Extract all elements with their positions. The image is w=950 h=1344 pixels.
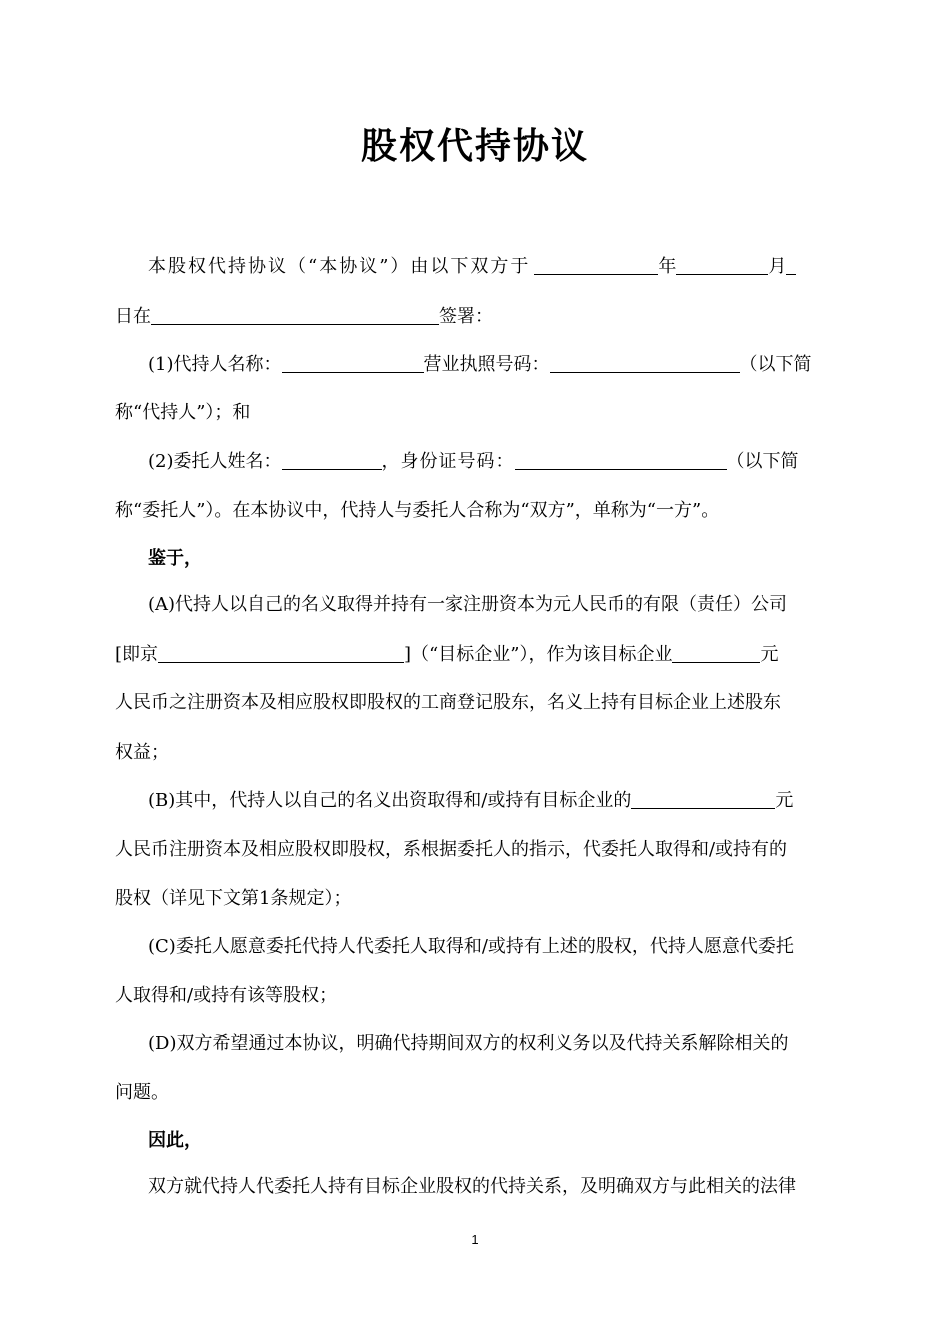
party1-text-3: （以下简: [739, 354, 812, 375]
clause-d-line-1: (D)双方希望通过本协议，明确代持期间双方的权利义务以及代持关系解除相关的: [148, 1033, 789, 1054]
id-number-blank: [515, 451, 727, 470]
closing-line-1: 双方就代持人代委托人持有目标企业股权的代持关系，及明确双方与此相关的法律: [148, 1176, 796, 1197]
clause-b-line-3: 股权（详见下文第1条规定）；: [115, 888, 352, 909]
company-name-blank: [158, 644, 404, 663]
clause-c-line-2: 人取得和/或持有该等股权；: [115, 985, 338, 1006]
party1-text-2: 营业执照号码：: [423, 354, 550, 375]
clause-b-line-1: [148, 786, 837, 816]
day-blank: [786, 256, 796, 275]
party1-line-1: [148, 350, 837, 380]
party2-text-2: ，身份证号码：: [381, 451, 515, 472]
intro-line-1: [148, 252, 837, 282]
clause-b-line-2: 人民币注册资本及相应股权即股权，系根据委托人的指示，代委托人取得和/或持有的: [115, 839, 788, 860]
principal-name-blank: [282, 451, 382, 470]
clause-a-text-2: ]（“目标企业”），作为该目标企业: [404, 644, 673, 665]
intro-text-1: 本股权代持协议（“本协议”）由以下双方于: [148, 256, 531, 277]
license-number-blank: [550, 354, 740, 373]
party1-text-1: (1)代持人名称：: [148, 354, 282, 375]
party2-text-1: (2)委托人姓名：: [148, 451, 282, 472]
party1-line-2: 称“代持人”）；和: [115, 402, 251, 423]
clause-a-line-3: 人民币之注册资本及相应股权即股权的工商登记股东，名义上持有目标企业上述股东: [115, 692, 781, 713]
intro-text-sign: 签署：: [439, 306, 493, 327]
month-blank: [676, 256, 768, 275]
clause-a-text-3: 元: [760, 644, 779, 665]
document-title: 股权代持协议: [360, 126, 589, 167]
capital-amount-blank: [672, 644, 760, 663]
held-capital-blank: [631, 790, 775, 809]
intro-line-2: [115, 302, 837, 332]
party2-line-2: 称“委托人”）。在本协议中，代持人与委托人合称为“双方”，单称为“一方”。: [115, 500, 720, 521]
whereas-heading: 鉴于，: [148, 548, 202, 569]
intro-text-month: 月: [768, 256, 787, 277]
therefore-heading: 因此，: [148, 1130, 202, 1151]
year-blank: [534, 256, 658, 275]
clause-b-text-1: (B)其中，代持人以自己的名义出资取得和/或持有目标企业的: [148, 790, 632, 811]
page-number: 1: [471, 1232, 479, 1247]
party2-text-3: （以下简: [726, 451, 799, 472]
intro-text-year: 年: [658, 256, 677, 277]
clause-b-text-2: 元: [775, 790, 794, 811]
trustee-name-blank: [282, 354, 424, 373]
clause-a-line-1: (A)代持人以自己的名义取得并持有一家注册资本为元人民币的有限（责任）公司: [148, 594, 788, 615]
clause-a-line-4: 权益；: [115, 742, 169, 763]
clause-d-line-2: 问题。: [115, 1082, 169, 1103]
clause-c-line-1: (C)委托人愿意委托代持人代委托人取得和/或持有上述的股权，代持人愿意代委托: [148, 936, 794, 957]
place-blank: [151, 306, 439, 325]
clause-a-text-1: [即京: [115, 644, 159, 665]
party2-line-1: [148, 447, 837, 477]
clause-a-line-2: [115, 640, 837, 670]
intro-text-day: 日在: [115, 306, 151, 327]
